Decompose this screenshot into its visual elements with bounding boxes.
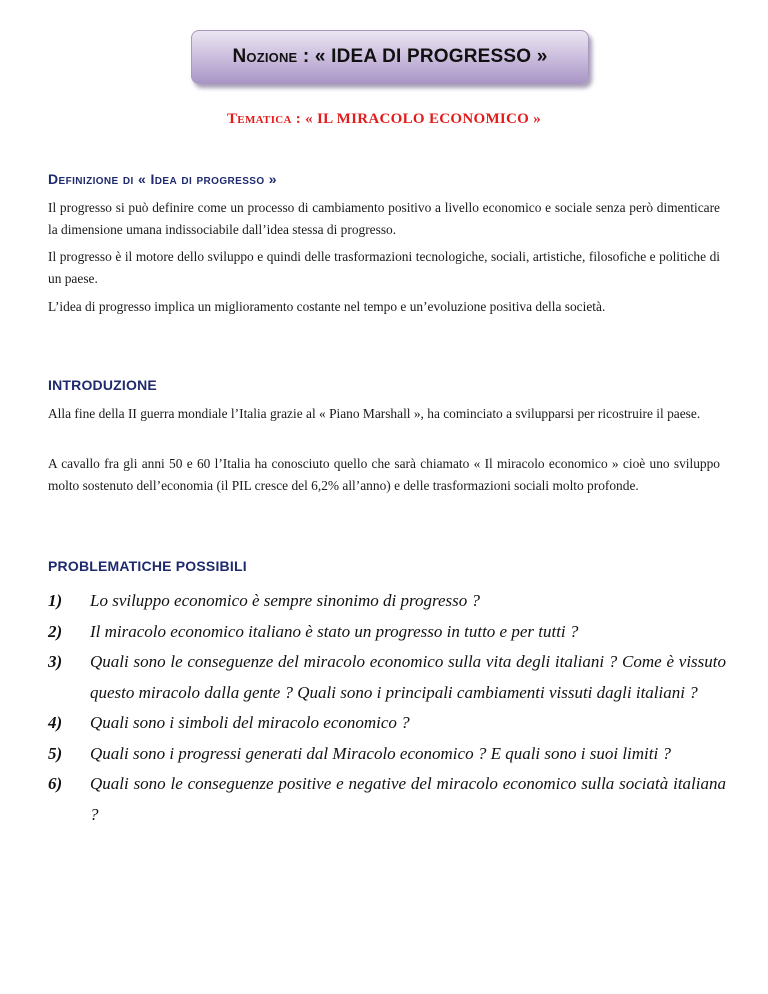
question-text: Quali sono le conseguenze positive e negative del miracolo economico sulla sociatà italiana ? [90, 774, 726, 824]
question-item-5 [48, 739, 726, 770]
introduzione-paragraph-1: Alla fine della II guerra mondiale l’Italia grazie al « Piano Marshall », ha cominciato a svilupparsi per ricostruire il paese. [48, 406, 701, 421]
page-subtitle: Tematica : « IL MIRACOLO ECONOMICO » [227, 111, 541, 127]
question-text: Quali sono le conseguenze del miracolo economico sulla vita degli italiani ? Come è vissuto questo miracolo dalla gente ? Quali sono i principali cambiamenti vissuti dagli italiani ? [90, 652, 726, 702]
definizione-heading: Definizione di « Idea di progresso » [48, 171, 277, 187]
question-text: Lo sviluppo economico è sempre sinonimo di progresso ? [90, 591, 481, 610]
question-number: 3) [48, 652, 63, 671]
question-number: 6) [48, 774, 63, 793]
question-text: Quali sono i simboli del miracolo economico ? [90, 713, 410, 732]
introduzione-paragraph-2: A cavallo fra gli anni 50 e 60 l’Italia ha conosciuto quello che sarà chiamato « Il miracolo economico » cioè uno sviluppo molto sostenuto dell’economia (il PIL cresce del 6,2% all’anno) e delle trasformazioni sociali molto profonde. [48, 456, 720, 493]
question-item-6 [48, 769, 726, 830]
questions-list [48, 586, 726, 830]
problematiche-heading: PROBLEMATICHE POSSIBILI [48, 558, 247, 574]
question-item-3 [48, 647, 726, 708]
question-number: 4) [48, 713, 63, 732]
question-number: 5) [48, 743, 63, 763]
title-box [191, 30, 589, 84]
introduzione-heading: INTRODUZIONE [48, 377, 157, 393]
definizione-paragraph-1: Il progresso si può definire come un processo di cambiamento positivo a livello economico e sociale senza però dimenticare la dimensione umana indissociabile dall’idea stessa di progresso. [48, 200, 720, 237]
question-number: 1) [48, 591, 63, 610]
page-title: Nozione : « IDEA DI PROGRESSO » [232, 46, 548, 67]
question-item-2 [48, 617, 726, 648]
question-text: Il miracolo economico italiano è stato un progresso in tutto e per tutti ? [90, 621, 579, 641]
definizione-paragraph-2: Il progresso è il motore dello sviluppo e quindi delle trasformazioni tecnologiche, sociali, artistiche, filosofiche e politiche di un paese. [48, 249, 720, 286]
question-item-1 [48, 586, 726, 617]
definizione-paragraph-3: L’idea di progresso implica un miglioramento costante nel tempo e un’evoluzione positiva della società. [48, 299, 606, 314]
question-text: Quali sono i progressi generati dal Miracolo economico ? E quali sono i suoi limiti ? [90, 743, 671, 763]
question-number: 2) [48, 621, 63, 641]
question-item-4 [48, 708, 726, 739]
